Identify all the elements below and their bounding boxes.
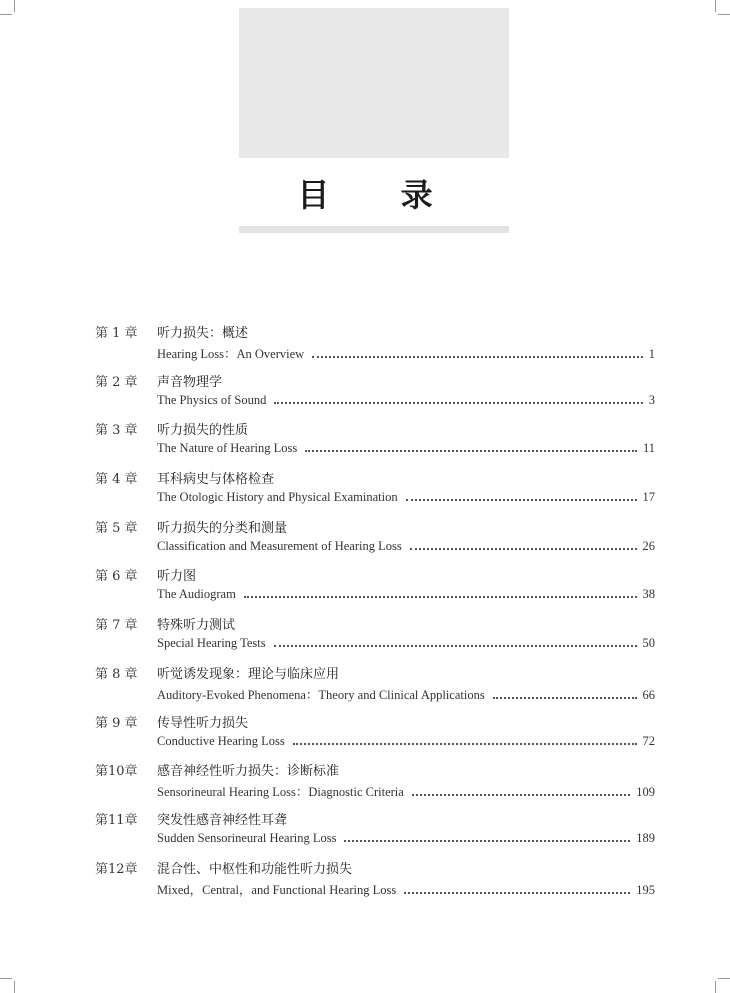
page-number: 109 xyxy=(636,785,655,800)
chapter-number: 第 2 章 xyxy=(95,374,138,390)
leader-dots xyxy=(305,450,637,452)
chapter-title-zh: 突发性感音神经性耳聋 xyxy=(157,812,288,828)
leader-dots xyxy=(493,697,637,699)
chapter-title-en: Classification and Measurement of Hearing Loss xyxy=(157,538,402,553)
chapter-title-en: The Audiogram xyxy=(157,587,236,602)
chapter-title-zh: 声音物理学 xyxy=(157,374,223,390)
toc-entry[interactable] xyxy=(95,419,655,468)
crop-mark-top-left xyxy=(0,14,12,15)
chapter-title-line xyxy=(157,831,655,846)
page-number: 50 xyxy=(642,636,655,651)
page-number: 66 xyxy=(642,687,655,702)
chapter-title-zh: 听力图 xyxy=(157,569,197,585)
toc-entry[interactable] xyxy=(95,663,655,712)
chapter-title-line xyxy=(157,587,655,602)
toc-entry[interactable] xyxy=(95,809,655,858)
leader-dots xyxy=(274,402,642,404)
title-header-block xyxy=(239,8,509,158)
chapter-title-zh: 耳科病史与体格检查 xyxy=(157,472,275,488)
toc-entry[interactable] xyxy=(95,322,655,371)
crop-mark-top-right-v xyxy=(715,0,716,12)
chapter-title-en: Hearing Loss：An Overview xyxy=(157,347,305,361)
page-title: 目 录 xyxy=(297,176,463,214)
leader-dots xyxy=(293,743,637,745)
chapter-title-line xyxy=(157,880,655,898)
chapter-number: 第 6 章 xyxy=(95,569,138,585)
chapter-number: 第 1 章 xyxy=(95,326,138,341)
page-number: 195 xyxy=(636,882,655,897)
chapter-title-zh: 混合性、中枢性和功能性听力损失 xyxy=(157,861,353,877)
chapter-title-en: Special Hearing Tests xyxy=(157,636,266,651)
toc-entry[interactable] xyxy=(95,371,655,420)
chapter-title-en: Conductive Hearing Loss xyxy=(157,733,285,748)
toc-entry[interactable] xyxy=(95,517,655,566)
chapter-number: 第10章 xyxy=(95,764,138,780)
page-number: 1 xyxy=(648,347,655,361)
chapter-title-zh: 听力损失的分类和测量 xyxy=(157,520,288,536)
leader-dots xyxy=(412,794,630,796)
table-of-contents xyxy=(95,322,655,906)
chapter-title-line xyxy=(157,344,655,362)
chapter-title-line xyxy=(157,636,655,651)
chapter-title-line xyxy=(157,734,655,749)
chapter-title-en: The Otologic History and Physical Examination xyxy=(157,490,398,505)
chapter-title-en: The Nature of Hearing Loss xyxy=(157,441,298,456)
leader-dots xyxy=(410,548,637,550)
crop-mark-top-left-v xyxy=(14,0,15,12)
chapter-title-line xyxy=(157,782,655,800)
toc-entry[interactable] xyxy=(95,712,655,761)
crop-mark-bottom-right-v xyxy=(715,981,716,993)
chapter-title-line xyxy=(157,393,655,408)
chapter-title-line xyxy=(157,490,655,505)
crop-mark-bottom-left-v xyxy=(14,981,15,993)
chapter-number: 第 7 章 xyxy=(95,618,138,634)
chapter-title-en: Mixed，Central，and Functional Hearing Loss xyxy=(157,882,397,897)
chapter-title-line xyxy=(157,685,655,703)
chapter-number: 第11章 xyxy=(95,812,138,828)
crop-mark-top-right xyxy=(718,14,730,15)
chapter-title-zh: 听力损失：概述 xyxy=(157,326,249,341)
page-number: 38 xyxy=(642,587,655,602)
chapter-title-line xyxy=(157,441,655,456)
crop-mark-bottom-right xyxy=(718,978,730,979)
chapter-title-zh: 听力损失的性质 xyxy=(157,423,249,439)
toc-entry[interactable] xyxy=(95,858,655,907)
leader-dots xyxy=(244,596,637,598)
leader-dots xyxy=(344,840,630,842)
page-number: 189 xyxy=(636,830,655,845)
page-number: 3 xyxy=(648,392,655,407)
chapter-number: 第 8 章 xyxy=(95,666,138,682)
toc-entry[interactable] xyxy=(95,614,655,663)
leader-dots xyxy=(404,892,630,894)
title-underline-bar xyxy=(239,226,509,233)
page-number: 26 xyxy=(642,538,655,553)
leader-dots xyxy=(312,356,643,358)
page-number: 17 xyxy=(642,490,655,505)
chapter-title-en: Auditory-Evoked Phenomena：Theory and Clinical Applications xyxy=(157,687,485,702)
toc-entry[interactable] xyxy=(95,468,655,517)
chapter-title-en: Sudden Sensorineural Hearing Loss xyxy=(157,830,337,845)
toc-entry[interactable] xyxy=(95,565,655,614)
chapter-number: 第 4 章 xyxy=(95,472,138,488)
chapter-title-line xyxy=(157,539,655,554)
chapter-title-en: Sensorineural Hearing Loss：Diagnostic Criteria xyxy=(157,785,404,800)
chapter-number: 第 9 章 xyxy=(95,715,138,731)
chapter-title-zh: 特殊听力测试 xyxy=(157,618,236,634)
chapter-number: 第 5 章 xyxy=(95,520,138,536)
page-number: 72 xyxy=(642,733,655,748)
chapter-title-en: The Physics of Sound xyxy=(157,392,267,407)
chapter-title-zh: 感音神经性听力损失：诊断标准 xyxy=(157,764,340,780)
leader-dots xyxy=(274,645,637,647)
leader-dots xyxy=(406,499,637,501)
page-number: 11 xyxy=(642,441,655,456)
chapter-number: 第12章 xyxy=(95,861,138,877)
chapter-title-zh: 传导性听力损失 xyxy=(157,715,249,731)
toc-entry[interactable] xyxy=(95,760,655,809)
chapter-number: 第 3 章 xyxy=(95,423,138,439)
chapter-title-zh: 听觉诱发现象：理论与临床应用 xyxy=(157,666,340,682)
crop-mark-bottom-left xyxy=(0,978,12,979)
